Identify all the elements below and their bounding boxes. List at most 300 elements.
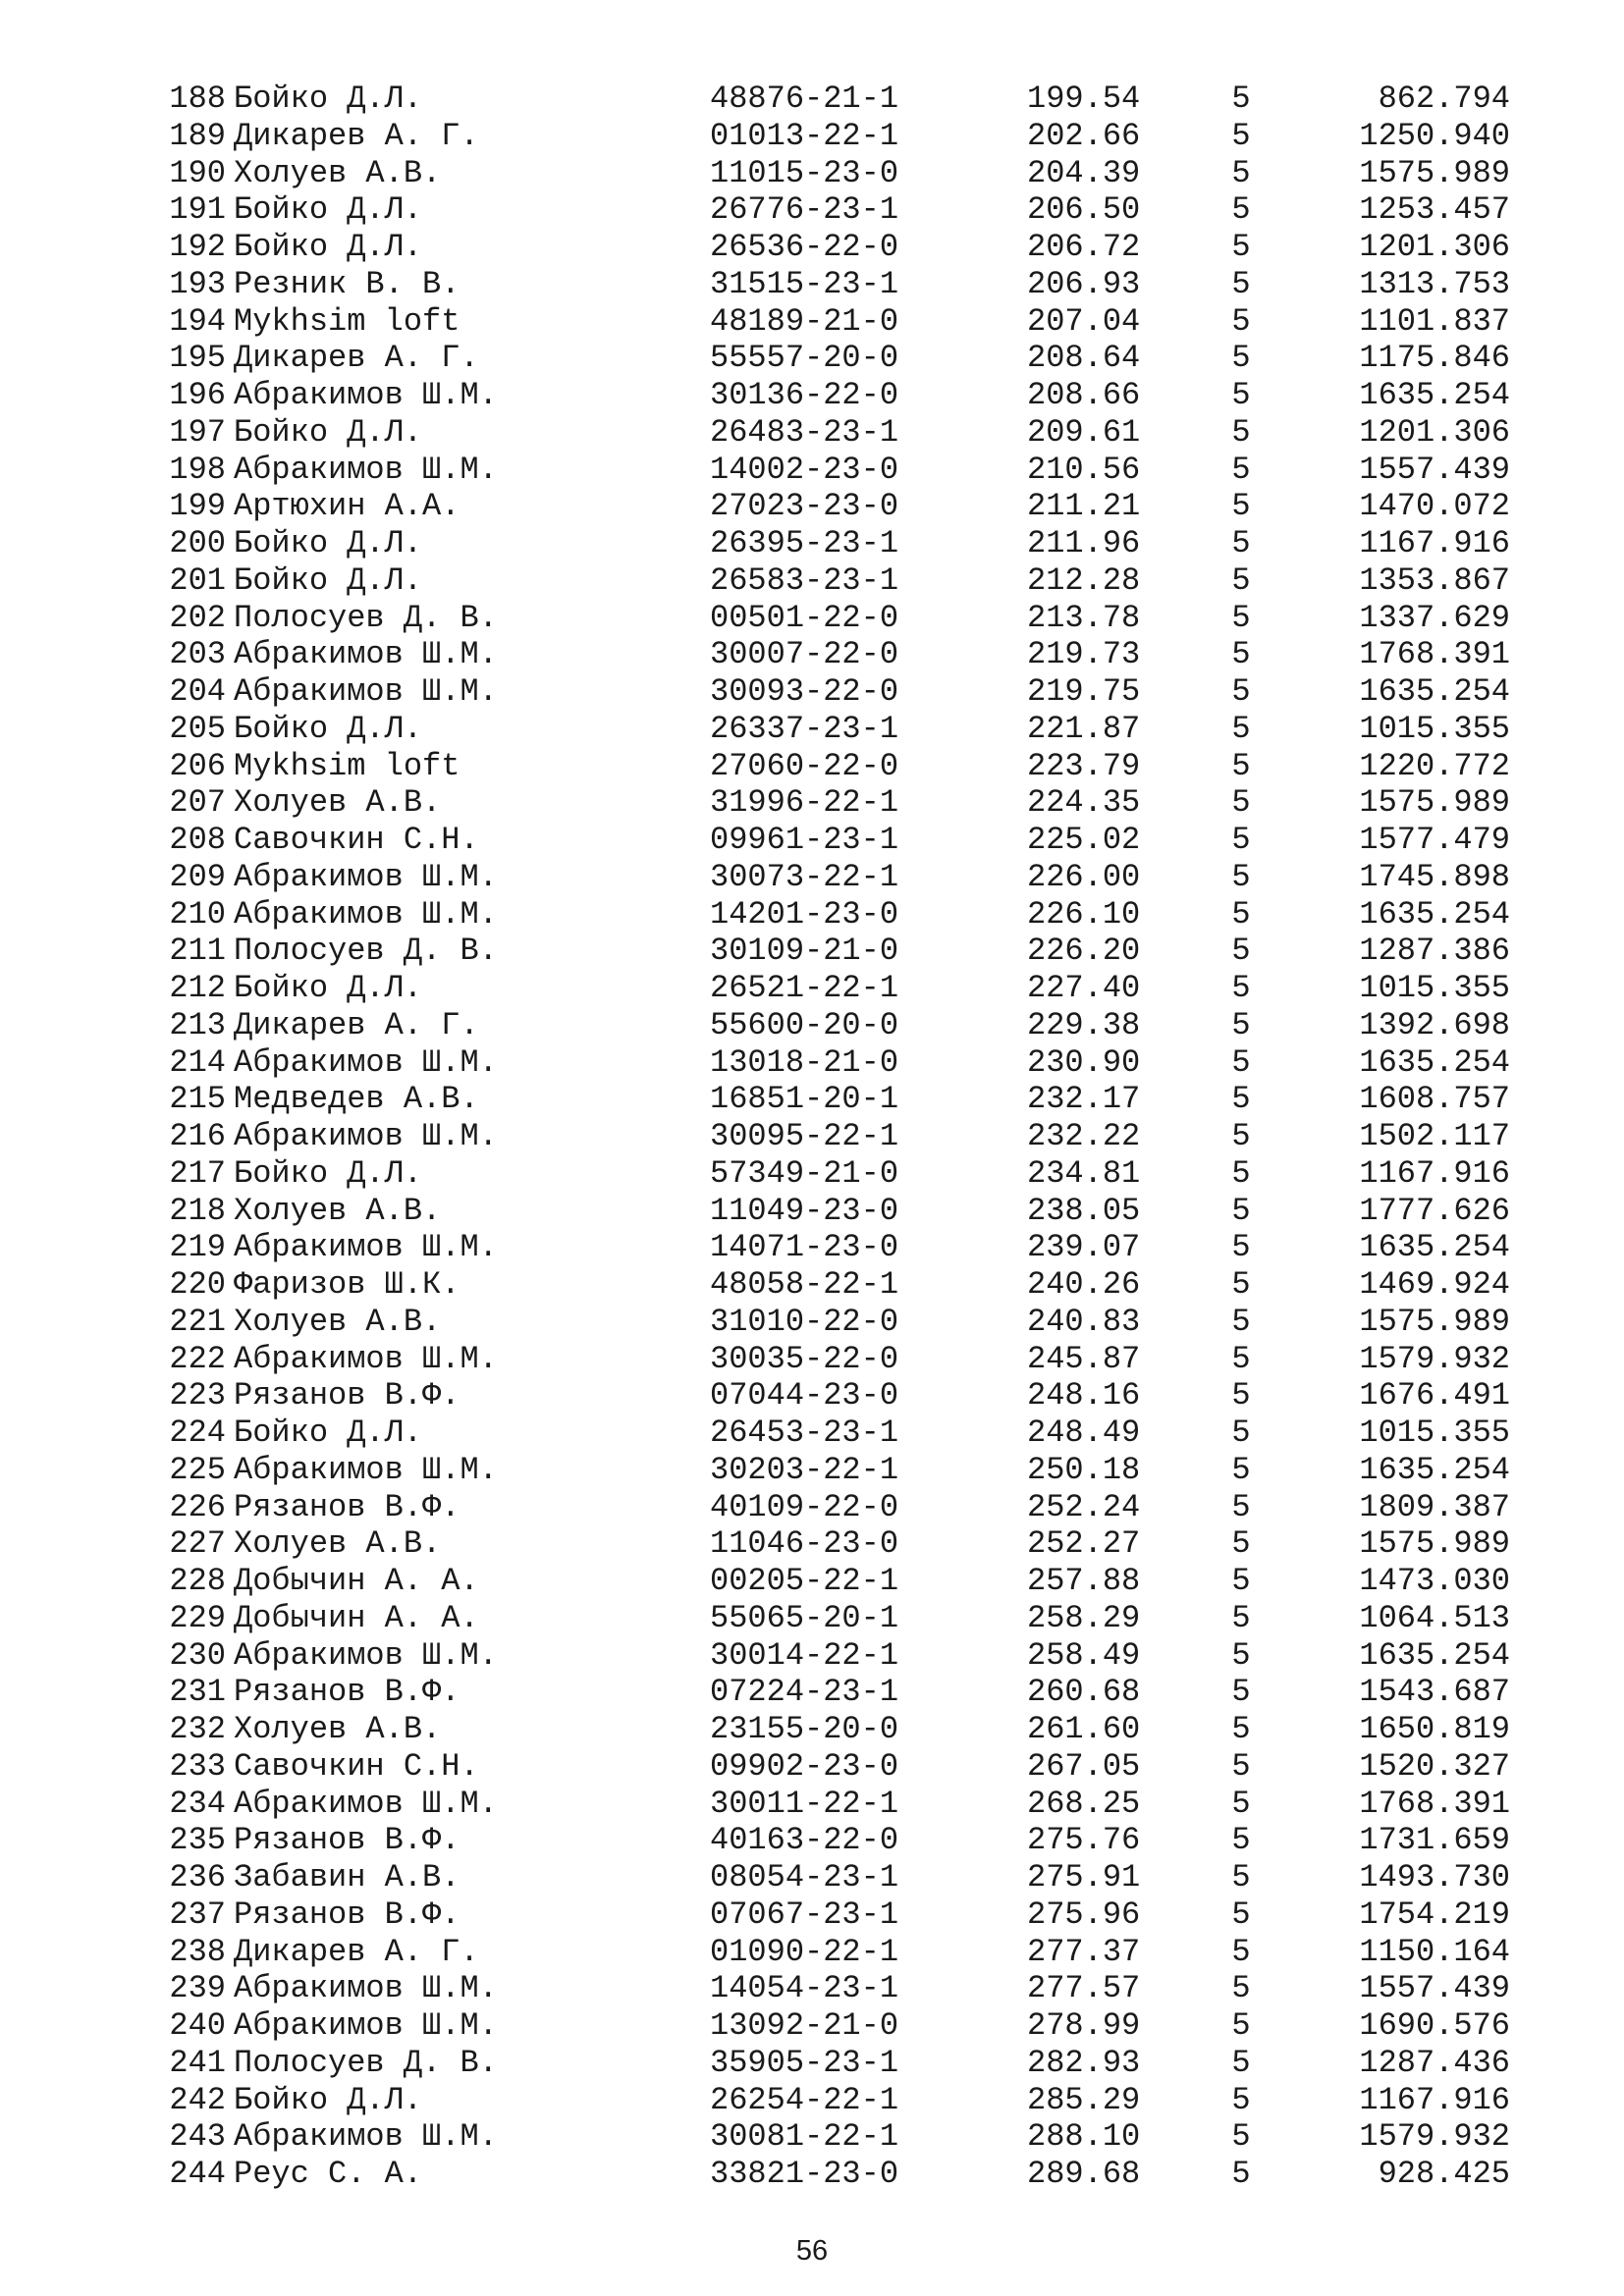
row-count: 5 [1231,525,1251,561]
table-row [155,822,1510,859]
table-row [155,1452,1510,1489]
row-name: Холуев А.В. [234,1192,442,1229]
row-code: 26583-23-1 [710,561,899,599]
row-area: 225.02 [1027,822,1141,858]
table-row [155,1489,1510,1526]
row-name: Полосуев Д. В. [234,2044,498,2081]
row-number: 239 [169,1970,226,2007]
row-count: 5 [1231,1081,1251,1118]
row-area: 268.25 [1027,1785,1141,1822]
row-name: Абракимов Ш.М. [234,1785,498,1822]
table-row [155,2118,1510,2156]
row-number: 200 [169,525,226,561]
row-name: Савочкин С.Н. [234,822,479,858]
row-number: 220 [169,1266,226,1303]
row-count: 5 [1231,1970,1251,2007]
row-code: 30011-22-1 [710,1785,899,1822]
row-number: 224 [169,1415,226,1451]
table-row [155,2156,1510,2193]
row-number: 236 [169,1859,226,1896]
row-area: 289.68 [1027,2156,1141,2192]
row-value: 1015.355 [1359,1415,1510,1451]
row-name: Абракимов Ш.М. [234,2118,498,2156]
row-count: 5 [1231,377,1251,413]
row-code: 07224-23-1 [710,1674,899,1711]
row-name: Бойко Д.Л. [234,561,423,599]
row-area: 277.57 [1027,1970,1141,2007]
row-number: 212 [169,970,226,1006]
row-number: 203 [169,636,226,673]
row-code: 08054-23-1 [710,1859,899,1896]
row-name: Дикарев А. Г. [234,117,479,154]
row-name: Бойко Д.Л. [234,970,423,1006]
row-name: Бойко Д.Л. [234,1154,423,1192]
row-number: 190 [169,154,226,191]
row-count: 5 [1231,2007,1251,2044]
row-number: 229 [169,1599,226,1636]
row-number: 211 [169,933,226,970]
row-area: 219.73 [1027,636,1141,673]
row-number: 213 [169,1006,226,1043]
row-number: 197 [169,413,226,451]
table-row [155,2082,1510,2119]
row-area: 204.39 [1027,154,1141,191]
row-name: Абракимов Ш.М. [234,1043,498,1081]
row-number: 232 [169,1711,226,1747]
row-value: 1575.989 [1359,154,1510,191]
row-name: Дикарев А. Г. [234,1006,479,1043]
table-row [155,1637,1510,1675]
row-name: Бойко Д.Л. [234,2081,423,2118]
row-code: 07044-23-0 [710,1377,899,1415]
row-code: 11046-23-0 [710,1525,899,1563]
row-area: 275.96 [1027,1896,1141,1933]
row-area: 232.17 [1027,1081,1141,1118]
row-number: 240 [169,2007,226,2044]
row-count: 5 [1231,1266,1251,1303]
row-name: Mykhsim loft [234,302,460,340]
row-code: 26521-22-1 [710,970,899,1006]
table-row [155,1304,1510,1341]
row-area: 207.04 [1027,302,1141,340]
row-value: 862.794 [1378,80,1510,117]
row-number: 204 [169,673,226,710]
row-count: 5 [1231,1933,1251,1970]
row-count: 5 [1231,80,1251,117]
row-code: 01013-22-1 [710,117,899,154]
row-count: 5 [1231,747,1251,784]
row-value: 1608.757 [1359,1081,1510,1118]
row-name: Холуев А.В. [234,1525,442,1563]
table-row [155,1007,1510,1044]
row-name: Добычин А. А. [234,1599,479,1636]
row-value: 1575.989 [1359,784,1510,822]
row-count: 5 [1231,2044,1251,2081]
table-row [155,1748,1510,1786]
row-code: 23155-20-0 [710,1711,899,1747]
row-name: Холуев А.В. [234,154,442,191]
row-code: 30035-22-0 [710,1340,899,1377]
row-area: 221.87 [1027,710,1141,747]
row-value: 1731.659 [1359,1822,1510,1859]
row-number: 198 [169,451,226,488]
row-value: 1353.867 [1359,561,1510,599]
row-name: Абракимов Ш.М. [234,1970,498,2007]
row-value: 1745.898 [1359,858,1510,895]
row-value: 1250.940 [1359,117,1510,154]
row-count: 5 [1231,154,1251,191]
row-count: 5 [1231,1711,1251,1747]
row-number: 194 [169,302,226,340]
row-value: 1201.306 [1359,413,1510,451]
page-number: 56 [795,2235,829,2267]
table-row [155,1229,1510,1266]
row-code: 31010-22-0 [710,1303,899,1340]
row-value: 1201.306 [1359,229,1510,265]
row-value: 1473.030 [1359,1563,1510,1599]
row-count: 5 [1231,340,1251,377]
row-code: 30203-22-1 [710,1451,899,1488]
row-area: 226.10 [1027,895,1141,933]
row-name: Рязанов В.Ф. [234,1674,460,1711]
row-name: Mykhsim loft [234,747,460,784]
row-code: 55065-20-1 [710,1599,899,1636]
row-code: 07067-23-1 [710,1896,899,1933]
row-code: 30081-22-1 [710,2118,899,2156]
row-count: 5 [1231,1303,1251,1340]
row-code: 13018-21-0 [710,1043,899,1081]
row-number: 201 [169,561,226,599]
row-number: 193 [169,265,226,302]
row-code: 26337-23-1 [710,710,899,747]
data-table [155,80,1510,2193]
row-name: Бойко Д.Л. [234,525,423,561]
row-count: 5 [1231,265,1251,302]
row-area: 275.76 [1027,1822,1141,1859]
row-area: 275.91 [1027,1859,1141,1896]
table-row [155,1822,1510,1859]
row-area: 250.18 [1027,1451,1141,1488]
row-value: 1167.916 [1359,2081,1510,2118]
row-value: 1543.687 [1359,1674,1510,1711]
row-name: Абракимов Ш.М. [234,1229,498,1266]
row-count: 5 [1231,1859,1251,1896]
table-row [155,118,1510,155]
table-row [155,1044,1510,1082]
table-row [155,1563,1510,1600]
row-value: 1101.837 [1359,302,1510,340]
row-value: 1167.916 [1359,525,1510,561]
row-count: 5 [1231,2118,1251,2156]
row-code: 09961-23-1 [710,822,899,858]
row-code: 55557-20-0 [710,340,899,377]
row-area: 258.49 [1027,1636,1141,1674]
row-count: 5 [1231,413,1251,451]
table-row [155,1193,1510,1230]
row-area: 211.96 [1027,525,1141,561]
row-count: 5 [1231,1229,1251,1266]
row-area: 239.07 [1027,1229,1141,1266]
table-row [155,488,1510,525]
row-count: 5 [1231,2081,1251,2118]
table-row [155,1118,1510,1155]
row-code: 26254-22-1 [710,2081,899,2118]
table-row [155,859,1510,896]
row-code: 48876-21-1 [710,80,899,117]
row-area: 229.38 [1027,1006,1141,1043]
row-name: Абракимов Ш.М. [234,377,498,413]
row-number: 214 [169,1043,226,1081]
table-row [155,155,1510,192]
row-count: 5 [1231,1674,1251,1711]
row-number: 215 [169,1081,226,1118]
row-number: 210 [169,895,226,933]
row-area: 206.50 [1027,191,1141,229]
row-name: Фаризов Ш.К. [234,1266,460,1303]
row-number: 226 [169,1488,226,1525]
row-code: 33821-23-0 [710,2156,899,2192]
row-value: 1557.439 [1359,1970,1510,2007]
row-value: 1575.989 [1359,1525,1510,1563]
table-row [155,452,1510,489]
row-name: Холуев А.В. [234,1711,442,1747]
table-row [155,1786,1510,1823]
row-count: 5 [1231,1192,1251,1229]
table-row [155,303,1510,341]
table-row [155,600,1510,637]
row-count: 5 [1231,970,1251,1006]
row-count: 5 [1231,1377,1251,1415]
row-name: Абракимов Ш.М. [234,1451,498,1488]
row-area: 245.87 [1027,1340,1141,1377]
row-code: 26536-22-0 [710,229,899,265]
row-value: 1676.491 [1359,1377,1510,1415]
row-value: 1502.117 [1359,1118,1510,1154]
row-value: 1313.753 [1359,265,1510,302]
table-row [155,784,1510,822]
row-code: 01090-22-1 [710,1933,899,1970]
row-number: 209 [169,858,226,895]
row-value: 1220.772 [1359,747,1510,784]
row-value: 1635.254 [1359,1043,1510,1081]
table-row [155,2007,1510,2045]
row-name: Полосуев Д. В. [234,599,498,636]
row-number: 222 [169,1340,226,1377]
row-number: 199 [169,488,226,525]
row-count: 5 [1231,1043,1251,1081]
row-code: 31515-23-1 [710,265,899,302]
row-area: 238.05 [1027,1192,1141,1229]
row-code: 30014-22-1 [710,1636,899,1674]
row-code: 40109-22-0 [710,1488,899,1525]
table-row [155,1859,1510,1896]
row-name: Холуев А.В. [234,1303,442,1340]
table-row [155,1081,1510,1118]
row-count: 5 [1231,1118,1251,1154]
row-name: Бойко Д.Л. [234,80,423,117]
table-row [155,748,1510,785]
row-number: 195 [169,340,226,377]
row-name: Бойко Д.Л. [234,710,423,747]
row-number: 206 [169,747,226,784]
row-code: 09902-23-0 [710,1747,899,1785]
row-area: 210.56 [1027,451,1141,488]
row-area: 209.61 [1027,413,1141,451]
row-value: 1768.391 [1359,636,1510,673]
row-value: 1469.924 [1359,1266,1510,1303]
row-count: 5 [1231,1488,1251,1525]
row-count: 5 [1231,488,1251,525]
row-code: 00205-22-1 [710,1563,899,1599]
table-row [155,933,1510,970]
row-code: 30007-22-0 [710,636,899,673]
row-count: 5 [1231,933,1251,970]
row-value: 1575.989 [1359,1303,1510,1340]
row-value: 1167.916 [1359,1154,1510,1192]
row-count: 5 [1231,1896,1251,1933]
row-area: 282.93 [1027,2044,1141,2081]
row-number: 217 [169,1154,226,1192]
row-code: 11015-23-0 [710,154,899,191]
row-name: Абракимов Ш.М. [234,895,498,933]
row-count: 5 [1231,784,1251,822]
row-area: 226.00 [1027,858,1141,895]
row-value: 1150.164 [1359,1933,1510,1970]
row-value: 1520.327 [1359,1747,1510,1785]
row-area: 248.16 [1027,1377,1141,1415]
table-row [155,377,1510,414]
row-code: 11049-23-0 [710,1192,899,1229]
row-count: 5 [1231,599,1251,636]
row-name: Забавин А.В. [234,1859,460,1896]
row-area: 240.83 [1027,1303,1141,1340]
row-number: 243 [169,2118,226,2156]
table-row [155,1711,1510,1748]
row-value: 1635.254 [1359,1451,1510,1488]
row-number: 207 [169,784,226,822]
row-code: 30093-22-0 [710,673,899,710]
row-code: 14071-23-0 [710,1229,899,1266]
row-count: 5 [1231,822,1251,858]
row-area: 230.90 [1027,1043,1141,1081]
row-code: 14054-23-1 [710,1970,899,2007]
table-row [155,1674,1510,1711]
table-row [155,1415,1510,1452]
row-count: 5 [1231,1451,1251,1488]
row-number: 192 [169,229,226,265]
row-code: 13092-21-0 [710,2007,899,2044]
row-value: 1579.932 [1359,2118,1510,2156]
row-value: 1392.698 [1359,1006,1510,1043]
row-count: 5 [1231,302,1251,340]
row-number: 202 [169,599,226,636]
table-row [155,266,1510,303]
row-area: 277.37 [1027,1933,1141,1970]
row-code: 48189-21-0 [710,302,899,340]
row-area: 226.20 [1027,933,1141,970]
row-count: 5 [1231,2156,1251,2192]
row-value: 928.425 [1378,2156,1510,2192]
row-code: 35905-23-1 [710,2044,899,2081]
row-count: 5 [1231,673,1251,710]
row-area: 240.26 [1027,1266,1141,1303]
row-number: 242 [169,2081,226,2118]
row-code: 26483-23-1 [710,413,899,451]
row-value: 1577.479 [1359,822,1510,858]
table-row [155,1934,1510,1971]
row-number: 231 [169,1674,226,1711]
row-area: 213.78 [1027,599,1141,636]
row-value: 1493.730 [1359,1859,1510,1896]
table-row [155,80,1510,118]
row-count: 5 [1231,561,1251,599]
row-number: 189 [169,117,226,154]
row-code: 30136-22-0 [710,377,899,413]
row-value: 1015.355 [1359,710,1510,747]
row-count: 5 [1231,636,1251,673]
row-value: 1579.932 [1359,1340,1510,1377]
row-area: 224.35 [1027,784,1141,822]
row-code: 16851-20-1 [710,1081,899,1118]
row-area: 257.88 [1027,1563,1141,1599]
row-count: 5 [1231,1340,1251,1377]
row-value: 1650.819 [1359,1711,1510,1747]
row-area: 208.64 [1027,340,1141,377]
table-row [155,673,1510,711]
row-name: Холуев А.В. [234,784,442,822]
row-code: 26395-23-1 [710,525,899,561]
table-row [155,1896,1510,1934]
row-value: 1754.219 [1359,1896,1510,1933]
row-area: 267.05 [1027,1747,1141,1785]
row-code: 14002-23-0 [710,451,899,488]
table-row [155,636,1510,673]
row-number: 244 [169,2156,226,2192]
row-code: 00501-22-0 [710,599,899,636]
row-number: 188 [169,80,226,117]
row-count: 5 [1231,1785,1251,1822]
row-count: 5 [1231,451,1251,488]
table-row [155,711,1510,748]
row-count: 5 [1231,1747,1251,1785]
row-name: Медведев А.В. [234,1081,479,1118]
row-count: 5 [1231,895,1251,933]
table-row [155,340,1510,377]
row-name: Абракимов Ш.М. [234,673,498,710]
table-row [155,562,1510,600]
row-area: 260.68 [1027,1674,1141,1711]
row-code: 57349-21-0 [710,1154,899,1192]
table-row [155,1600,1510,1637]
row-number: 238 [169,1933,226,1970]
row-name: Артюхин А.А. [234,488,460,525]
row-number: 241 [169,2044,226,2081]
row-number: 221 [169,1303,226,1340]
row-area: 202.66 [1027,117,1141,154]
row-area: 234.81 [1027,1154,1141,1192]
row-name: Бойко Д.Л. [234,229,423,265]
row-count: 5 [1231,858,1251,895]
row-number: 208 [169,822,226,858]
row-name: Рязанов В.Ф. [234,1488,460,1525]
row-value: 1809.387 [1359,1488,1510,1525]
row-area: 219.75 [1027,673,1141,710]
row-count: 5 [1231,1636,1251,1674]
row-name: Абракимов Ш.М. [234,858,498,895]
row-count: 5 [1231,1154,1251,1192]
row-name: Абракимов Ш.М. [234,451,498,488]
row-count: 5 [1231,229,1251,265]
